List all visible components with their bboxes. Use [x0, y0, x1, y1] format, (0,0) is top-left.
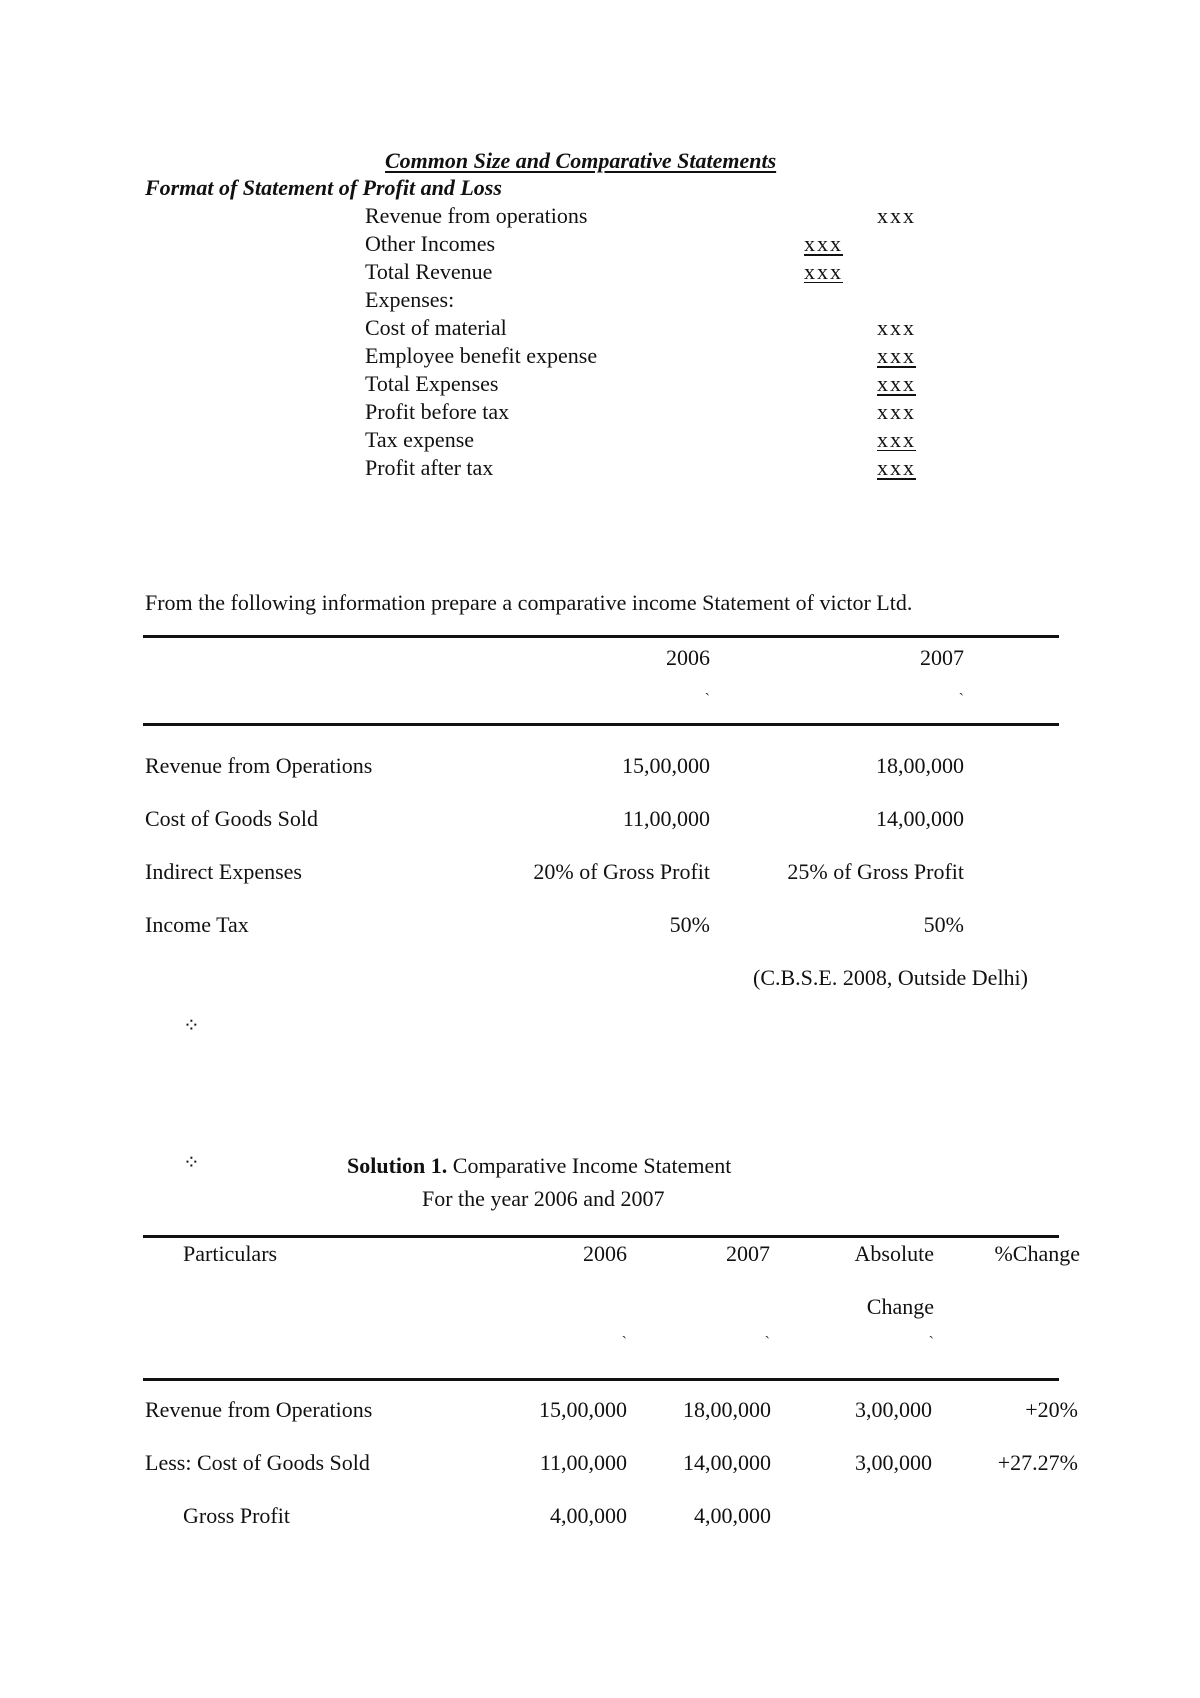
solution-subtitle: For the year 2006 and 2007 [422, 1186, 665, 1211]
value-2006: 11,00,000 [622, 806, 710, 831]
value-2007: 14,00,000 [876, 806, 964, 831]
bullet-icon: ⁘ [183, 1152, 200, 1174]
table-top-rule [143, 1235, 1059, 1238]
row-label: Income Tax [145, 912, 249, 937]
value-2007: 4,00,000 [694, 1503, 771, 1528]
value-pct-change: +27.27% [997, 1450, 1078, 1475]
rupee-symbol: ` [764, 1334, 770, 1351]
solution-title-text: Comparative Income Statement [447, 1153, 732, 1178]
row-label: Revenue from Operations [145, 1397, 373, 1422]
column-header-absolute-line2: Change [866, 1294, 934, 1319]
format-row-label: Profit after tax [365, 455, 494, 480]
column-header-particulars: Particulars [183, 1241, 278, 1266]
format-row-label: Cost of material [365, 315, 507, 340]
value-2006: 15,00,000 [622, 753, 710, 778]
format-subtitle: Format of Statement of Profit and Loss [145, 175, 502, 200]
bullet-icon: ⁘ [183, 1015, 200, 1037]
citation: (C.B.S.E. 2008, Outside Delhi) [753, 965, 1028, 990]
value-absolute-change: 3,00,000 [855, 1397, 932, 1422]
format-row-label: Revenue from operations [365, 203, 588, 228]
format-row-value: xxx [877, 399, 916, 424]
format-row-value: xxx [877, 427, 916, 452]
format-row-label: Profit before tax [365, 399, 510, 424]
value-2007: 50% [923, 912, 964, 937]
row-label: Cost of Goods Sold [145, 806, 318, 831]
format-row-label: Other Incomes [365, 231, 496, 256]
solution-title [347, 1153, 731, 1179]
value-absolute-change: 3,00,000 [855, 1450, 932, 1475]
column-header-2006: 2006 [583, 1241, 627, 1266]
value-2006: 11,00,000 [539, 1450, 627, 1475]
row-label: Gross Profit [183, 1503, 290, 1528]
row-label: Less: Cost of Goods Sold [145, 1450, 370, 1475]
solution-number: Solution 1. [347, 1153, 448, 1178]
format-row-value: xxx [877, 371, 916, 396]
value-2006: 20% of Gross Profit [533, 859, 710, 884]
value-pct-change: +20% [1025, 1397, 1078, 1422]
column-header-2007: 2007 [726, 1241, 770, 1266]
format-row-label: Tax expense [365, 427, 475, 452]
table-header-rule [143, 723, 1059, 726]
value-2007: 18,00,000 [683, 1397, 771, 1422]
row-label: Indirect Expenses [145, 859, 302, 884]
value-2007: 14,00,000 [683, 1450, 771, 1475]
column-header-absolute: Absolute [854, 1241, 934, 1266]
value-2006: 15,00,000 [539, 1397, 627, 1422]
rupee-symbol: ` [621, 1334, 627, 1351]
document-title: Common Size and Comparative Statements [385, 148, 777, 173]
rupee-symbol: ` [928, 1334, 934, 1351]
table-header-rule [143, 1378, 1059, 1381]
format-row-label: Total Expenses [365, 371, 499, 396]
format-row-value: xxx [877, 315, 916, 340]
column-header-pct-change: %Change [994, 1241, 1080, 1266]
value-2006: 4,00,000 [550, 1503, 627, 1528]
table-top-rule [143, 635, 1059, 638]
format-row-value: xxx [804, 259, 843, 284]
format-row-label: Employee benefit expense [365, 343, 598, 368]
row-label: Revenue from Operations [145, 753, 373, 778]
format-row-label: Total Revenue [365, 259, 493, 284]
problem-instruction: From the following information prepare a comparative income Statement of victor Ltd. [145, 590, 913, 615]
format-row-label: Expenses: [365, 287, 455, 312]
value-2007: 18,00,000 [876, 753, 964, 778]
value-2007: 25% of Gross Profit [787, 859, 964, 884]
format-row-value: xxx [877, 343, 916, 368]
format-row-value: xxx [877, 455, 916, 480]
column-header-2006: 2006 [666, 645, 710, 670]
rupee-symbol: ` [704, 691, 710, 708]
column-header-2007: 2007 [920, 645, 964, 670]
format-row-value: xxx [804, 231, 843, 256]
value-2006: 50% [669, 912, 710, 937]
rupee-symbol: ` [958, 691, 964, 708]
format-row-value: xxx [877, 203, 916, 228]
